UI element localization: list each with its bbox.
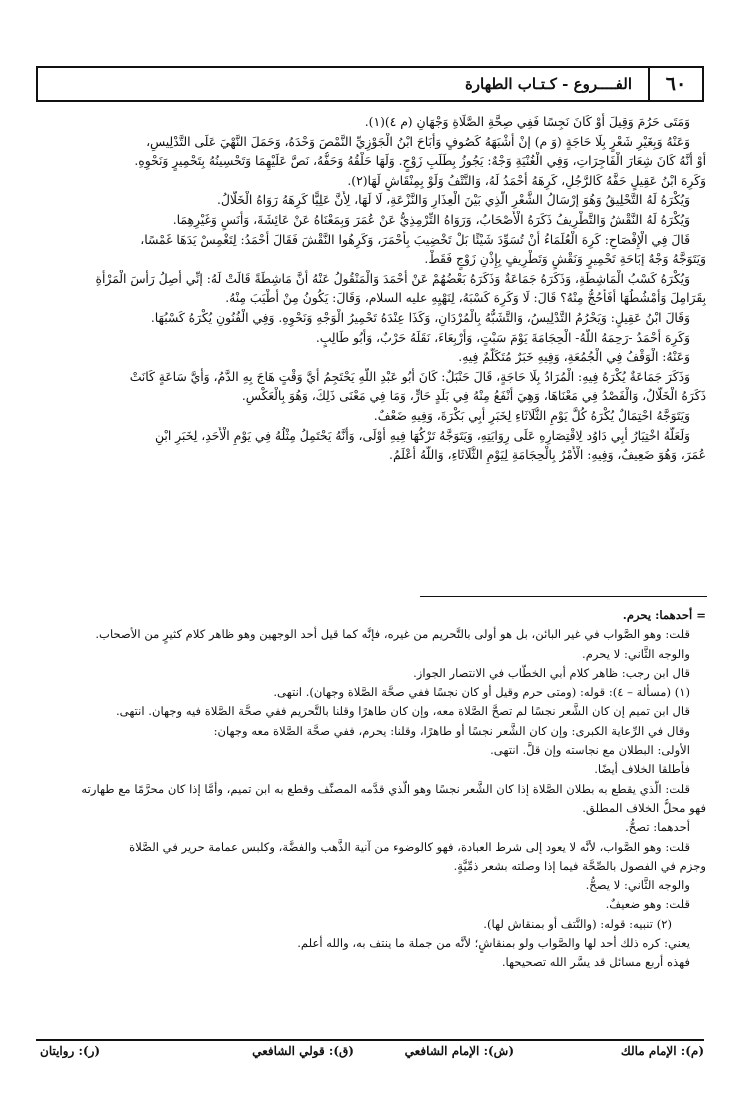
footnote-line: قال ابن تميم إن كان الشَّعر نجسًا لم تصحَّ الصَّلاة معه، وإن كان طاهرًا وقلنا بالتَّحريم ففي صحَّة الصَّلاة فيه وجهان. انتهى. [115, 704, 690, 719]
main-line: وَلَعَلَّهُ اخْتِيَارُ أَبِي دَاوُد لِاقْتِصَارِهِ عَلَى رِوَايَتِهِ، وَيَتَوَجَّهُ تَرْكُهَا فِيهِ أَوْلَى، وَأَنَّهُ يَحْتَمِلُ مِثْلُهُ فِي يَوْمِ الْأَحَدِ، لِخَبَرِ ابْنِ [155, 428, 690, 443]
main-line: وَيَتَوَجَّهُ وَجْهٌ إبَاحَةِ تَحْمِيرٍ وَنَقْشٍ وَتَطْرِيفٍ بِإِذْنِ زَوْجٍ فَقَطْ. [424, 252, 706, 267]
abbr-malik: (م): الإمام مالك [620, 1044, 704, 1058]
footnote-line: قلت: وهو الصَّواب، لأنَّه لا يعود إلى شرط العبادة، فهو كالوضوء من آنية الذَّهب والفضَّة، وكلبس عمامة حرير في الصَّلاة [129, 839, 690, 854]
main-line: وَعَنْهُ وَبِغَيْرِ شَعْرٍ بِلَا حَاجَةٍ (وَ م) إنْ أَشْبَهَهُ كَصُوفٍ وَأَبَاحَ ابْنُ الْجَوْزِيِّ النَّمْصَ وَحْدَهُ، وَحَمَلَ النَّهْيَ عَلَى التَّدْلِيسِ، [146, 134, 690, 149]
abbr-shafii-two-opinions: (ق): قولي الشافعي [252, 1044, 354, 1058]
footnote-line: وجزم في الفصول بالصِّحَّة فيما إذا وصلته بشعر ذمِّيَّةٍ. [453, 858, 706, 873]
abbreviation-key [36, 1044, 704, 1066]
footer-rule [36, 1039, 704, 1041]
footnote-line: فهو محلُّ الخلاف المطلق. [582, 800, 706, 815]
footnote-line: قلت: الَّذي يقطع به بطلان الصَّلاة إذا كان الشَّعر نجسًا وهو الَّذي قدَّمه المصنِّف وقطع به ابن تميم، وأمَّا إذا كان محرَّمًا مع طهارته [81, 781, 690, 796]
main-line: عُمَرَ، وَهُوَ ضَعِيفٌ، وَفِيهِ: الْأَمْرُ بِالْحِجَامَةِ لِيَوْمِ الثُّلَاثَاءِ، وَاللَّهُ أَعْلَمُ. [389, 448, 706, 463]
footnote-line: قلت: وهو الصَّواب في غير البائن، بل هو أولى بالتَّحريم من غيره، فإنَّه كما قيل أحد الوجهين وهو ظاهر كلام كثيرٍ من الأصحاب. [95, 627, 690, 642]
main-line: وَكَرِهَ ابْنُ عَقِيلٍ حَفَّهُ كَالرَّجُلِ، كَرِهَهُ أَحْمَدُ لَهُ، وَالنَّتْفُ وَلَوْ بِمِنْقَاشٍ لَهَا(٢). [347, 173, 706, 188]
main-line: ذَكَرَهُ الْخَلَّالُ، وَالْفَصْدُ فِي مَعْنَاهَا، وَهِيَ أَنْفَعُ مِنْهُ فِي بَلَدٍ حَارٍّ، وَمَا فِي مَعْنَى ذَلِكَ، وَهُوَ بِالْعَكْسِ. [241, 389, 706, 404]
main-line: وَمَتَى حَرُمَ وَقِيلَ أَوْ كَانَ نَجِسًا فَفِي صِحَّةِ الصَّلَاةِ وَجْهَانِ (م ٤)(١). [364, 115, 690, 129]
abbr-two-narrations: (ر): روايتان [40, 1044, 101, 1058]
main-line: وَعَنْهُ: الْوَقْفُ فِي الْجُمُعَةِ، وَفِيهِ خَبَرٌ مُتَكَلَّمٌ فِيهِ. [458, 350, 690, 365]
main-line: قَالَ فِي الْإِفْصَاحِ: كَرِهَ الْعُلَمَاءُ أَنْ تُسَوِّدَ شَيْئًا بَلْ تَخْضِيبَ بِأَحْمَرَ، وَكَرِهُوا النَّقْشَ فَقَالَ أَحْمَدُ: لِتَغْمِسْ يَدَهَا غَمْسًا، [140, 232, 690, 247]
main-line: بِقَرَامِلَ وَأَمْشُطُهَا أَفَأَحُجُّ مِنْهُ؟ قَالَ: لَا وَكَرِهَ كَسْبَهُ، لِنَهْيِهِ عليه السلام، وَقَالَ: يَكُونُ مِنْ أَطْيَبَ مِنْهُ. [225, 291, 706, 306]
main-line: وَقَالَ ابْنُ عَقِيلٍ: وَيَحْرُمُ التَّدْلِيسُ، وَالتَّشَبُّهُ بِالْمُرْدَانِ، وَكَذَا عِنْدَهُ تَحْمِيرُ الْوَجْهِ وَنَحْوِهِ. وَفِي الْفُنُونِ يُكْرَهُ كَسْبُهَا. [150, 310, 690, 325]
footnote-line: = أحدهما: يحرم. [622, 608, 706, 622]
footnote-line: فأطلقا الخلاف أيضًا. [594, 762, 690, 777]
footnote-line: (٢) تنبيه: قوله: (والنَّتف أو بمنقاش لها). [483, 916, 672, 931]
running-title: الفــــروع - كـتـاب الطهارة [464, 75, 632, 93]
main-line: وَيُكْرَهُ لَهُ النَّقْشُ وَالتَّطْرِيفُ ذَكَرَهُ الْأَصْحَابُ، وَرَوَاهُ التِّرْمِذِيُّ عَنْ عُمَرَ وَبِمَعْنَاهُ عَنْ عَائِشَةَ، وَأَنَسٍ وَغَيْرِهِمَا. [172, 212, 690, 227]
main-line: وَيُكْرَهُ لَهُ التَّحْلِيقُ وَهُوَ إرْسَالُ الشَّعْرِ الَّذِي بَيْنَ الْعِذَارِ وَالنَّزْعَةِ، لَا لَهَا، لِأَنَّ عَلِيًّا كَرِهَهُ رَوَاهُ الْخَلَّالُ. [217, 193, 690, 208]
abbr-shafii: (ش): الإمام الشافعي [404, 1044, 514, 1058]
footnote-line: قلت: وهو ضعيفٌ. [605, 897, 690, 912]
footnote-line: أحدهما: تصحُّ. [625, 820, 690, 835]
footnote-separator [420, 596, 707, 597]
main-line: وَيُكْرَهُ كَسْبُ الْمَاشِطَةِ، وَذَكَرَهُ جَمَاعَةٌ وَذَكَرَهُ بَعْضُهُمْ عَنْ أَحْمَدَ وَالْمَنْقُولُ عَنْهُ أَنَّ مَاشِطَةً قَالَتْ لَهُ: إنِّي أَصِلُ رَأْسَ الْمَرْأَةِ [95, 271, 690, 286]
main-line: وَكَرِهَ أَحْمَدُ -رَحِمَهُ اللَّهُ- الْحِجَامَةَ يَوْمَ سَبْتٍ، وَأَرْبِعَاءَ، نَقَلَهُ حَرْبٌ، وَأَبُو طَالِبٍ. [315, 330, 690, 345]
footnote-line: وقال في الرِّعاية الكبرى: وإن كان الشَّعر نجسًا أو طاهرًا، وقلنا: يحرم، ففي صحَّة الصَّلاة معه وجهان: [213, 723, 690, 738]
footnote-line: والوجه الثَّاني: لا يحرم. [582, 646, 690, 661]
main-line: أَوْ أَنَّهُ كَانَ شِعَارَ الْفَاجِرَاتِ، وَفِي الْغُنْيَةِ وَجْهٌ: يَجُوزُ بِطَلَبِ زَوْجٍ. وَلَهَا حَلْقُهُ وَحَفُّهُ، نَصَّ عَلَيْهِمَا وَتَحْسِينُهُ بِتَحْمِيرٍ وَنَحْوِهِ. [134, 154, 706, 169]
page-header [36, 66, 704, 102]
main-text [42, 113, 706, 466]
main-line: وَذَكَرَ جَمَاعَةٌ يُكْرَهُ فِيهِ: الْمُرَادُ بِلَا حَاجَةٍ، قَالَ حَنْبَلٌ: كَانَ أَبُو عَبْدِ اللَّهِ يَحْتَجِمُ أَيَّ وَقْتٍ هَاجَ بِهِ الدَّمُ، وَأَيَّ سَاعَةٍ كَانَتْ [129, 369, 690, 384]
footnote-line: والوجه الثَّاني: لا يصحُّ. [585, 878, 690, 893]
page-number: ٦٠ [648, 68, 702, 100]
footnote-line: يعني: كره ذلك أحد لها والصَّواب ولو بمنقاشٍ؛ لأنَّه من جملة ما ينتف به، والله أعلم. [297, 936, 690, 951]
footnote-line: (١) (مسألة – ٤): قوله: (ومتى حرم وقيل أو كان نجسًا ففي صحَّة الصَّلاة وجهان). انتهى. [273, 685, 690, 700]
main-line: وَيَتَوَجَّهُ احْتِمَالٌ يُكْرَهُ كُلَّ يَوْمِ الثُّلَاثَاءِ لِخَبَرِ أَبِي بَكْرَةَ، وَفِيهِ ضَعْفٌ. [373, 408, 690, 423]
footnote-line: فهذه أربع مسائل قد يسَّر الله تصحيحها. [501, 955, 690, 970]
footnote-line: قال ابن رجب: ظاهر كلام أبي الخطَّاب في الانتصار الجواز. [413, 665, 690, 680]
footnote-line: الأولى: البطلان مع نجاسته وإن قلَّ. انتهى. [490, 743, 690, 758]
footnotes [42, 606, 706, 973]
